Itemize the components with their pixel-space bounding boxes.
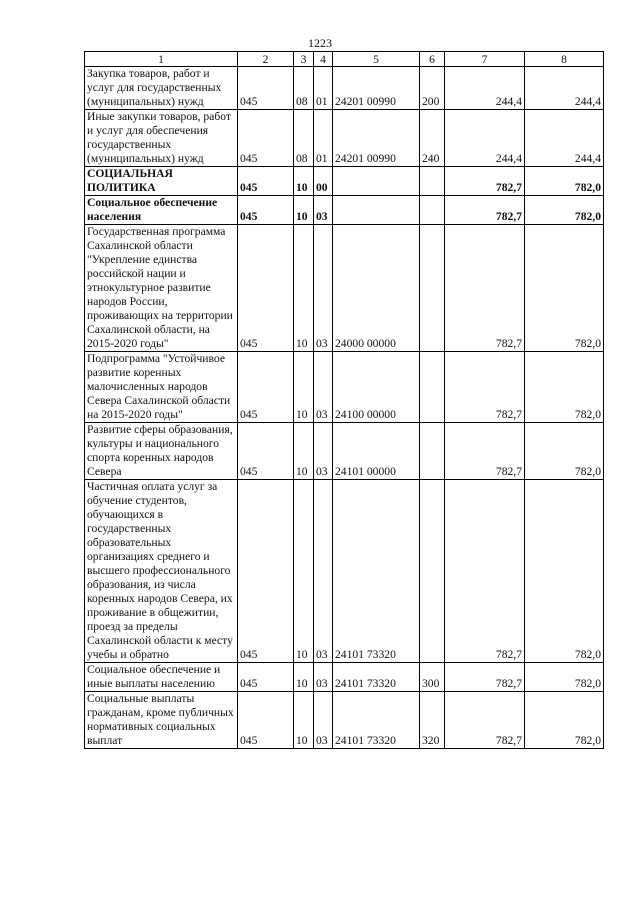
column-header: 3 (294, 52, 314, 67)
section-code-cell: 10 (294, 423, 314, 480)
amount-2019-cell: 782,7 (445, 480, 525, 663)
table-row (85, 196, 604, 225)
row-name-cell: Закупка товаров, работ и услуг для государственных (муниципальных) нужд (85, 67, 238, 110)
amount-2020-cell: 782,0 (525, 225, 604, 352)
section-code-cell: 08 (294, 110, 314, 167)
grbs-code-cell: 045 (238, 692, 294, 749)
grbs-code-cell: 045 (238, 196, 294, 225)
column-header: 8 (525, 52, 604, 67)
row-name-cell: Иные закупки товаров, работ и услуг для обеспечения государственных (муниципальных) нужд (85, 110, 238, 167)
table-row (85, 225, 604, 352)
section-code-cell: 10 (294, 352, 314, 423)
table-row (85, 663, 604, 692)
amount-2020-cell: 244,4 (525, 110, 604, 167)
expense-type-cell: 320 (420, 692, 445, 749)
section-code-cell: 10 (294, 663, 314, 692)
amount-2019-cell: 244,4 (445, 110, 525, 167)
amount-2020-cell: 782,0 (525, 663, 604, 692)
row-name-cell: Государственная программа Сахалинской области "Укрепление единства российской нации и этнокультурное развитие народов России, проживающих на территории Сахалинской области, на 2015-2020 годы" (85, 225, 238, 352)
grbs-code-cell: 045 (238, 423, 294, 480)
row-name-cell: Развитие сферы образования, культуры и национального спорта коренных народов Севера (85, 423, 238, 480)
expense-type-cell (420, 167, 445, 196)
section-code-cell: 08 (294, 67, 314, 110)
column-header: 4 (314, 52, 333, 67)
column-header: 7 (445, 52, 525, 67)
expense-type-cell: 200 (420, 67, 445, 110)
amount-2019-cell: 782,7 (445, 663, 525, 692)
table-row (85, 692, 604, 749)
header-row (85, 52, 604, 67)
grbs-code-cell: 045 (238, 225, 294, 352)
row-name-cell: Социальные выплаты гражданам, кроме публичных нормативных социальных выплат (85, 692, 238, 749)
row-name-cell: Социальное обеспечение и иные выплаты населению (85, 663, 238, 692)
amount-2019-cell: 782,7 (445, 423, 525, 480)
target-article-cell (333, 196, 420, 225)
table-row (85, 352, 604, 423)
subsection-code-cell: 03 (314, 480, 333, 663)
amount-2020-cell: 782,0 (525, 167, 604, 196)
table-row (85, 423, 604, 480)
amount-2019-cell: 782,7 (445, 225, 525, 352)
expense-type-cell: 300 (420, 663, 445, 692)
subsection-code-cell: 03 (314, 196, 333, 225)
target-article-cell: 24101 73320 (333, 663, 420, 692)
amount-2020-cell: 782,0 (525, 480, 604, 663)
grbs-code-cell: 045 (238, 352, 294, 423)
expense-type-cell (420, 196, 445, 225)
target-article-cell: 24201 00990 (333, 67, 420, 110)
subsection-code-cell: 03 (314, 692, 333, 749)
target-article-cell: 24101 73320 (333, 480, 420, 663)
section-code-cell: 10 (294, 480, 314, 663)
target-article-cell: 24201 00990 (333, 110, 420, 167)
grbs-code-cell: 045 (238, 480, 294, 663)
table-row (85, 110, 604, 167)
row-name-cell: Частичная оплата услуг за обучение студентов, обучающихся в государственных образовательных организациях среднего и высшего профессионального образования, из числа коренных народов Севера, их проживание в общежитии, проезд за пределы Сахалинской области к месту учебы и обратно (85, 480, 238, 663)
section-code-cell: 10 (294, 167, 314, 196)
table-row (85, 67, 604, 110)
grbs-code-cell: 045 (238, 67, 294, 110)
amount-2019-cell: 782,7 (445, 167, 525, 196)
amount-2020-cell: 782,0 (525, 196, 604, 225)
budget-table (84, 51, 604, 749)
amount-2019-cell: 782,7 (445, 352, 525, 423)
target-article-cell: 24100 00000 (333, 352, 420, 423)
section-code-cell: 10 (294, 196, 314, 225)
subsection-code-cell: 03 (314, 663, 333, 692)
amount-2019-cell: 782,7 (445, 692, 525, 749)
column-header: 6 (420, 52, 445, 67)
amount-2020-cell: 782,0 (525, 352, 604, 423)
row-name-cell: Подпрограмма "Устойчивое развитие коренных малочисленных народов Севера Сахалинской области на 2015-2020 годы" (85, 352, 238, 423)
section-code-cell: 10 (294, 692, 314, 749)
subsection-code-cell: 00 (314, 167, 333, 196)
expense-type-cell (420, 480, 445, 663)
amount-2020-cell: 244,4 (525, 67, 604, 110)
column-header: 1 (85, 52, 238, 67)
amount-2020-cell: 782,0 (525, 423, 604, 480)
expense-type-cell (420, 352, 445, 423)
table-row (85, 480, 604, 663)
target-article-cell (333, 167, 420, 196)
table-body (85, 67, 604, 749)
subsection-code-cell: 01 (314, 110, 333, 167)
grbs-code-cell: 045 (238, 663, 294, 692)
subsection-code-cell: 03 (314, 423, 333, 480)
subsection-code-cell: 03 (314, 225, 333, 352)
row-name-cell: Социальное обеспечение населения (85, 196, 238, 225)
column-header: 5 (333, 52, 420, 67)
page-number: 1223 (308, 36, 332, 50)
amount-2020-cell: 782,0 (525, 692, 604, 749)
subsection-code-cell: 01 (314, 67, 333, 110)
target-article-cell: 24000 00000 (333, 225, 420, 352)
column-header: 2 (238, 52, 294, 67)
expense-type-cell (420, 225, 445, 352)
section-code-cell: 10 (294, 225, 314, 352)
row-name-cell: СОЦИАЛЬНАЯ ПОЛИТИКА (85, 167, 238, 196)
expense-type-cell: 240 (420, 110, 445, 167)
expense-type-cell (420, 423, 445, 480)
target-article-cell: 24101 00000 (333, 423, 420, 480)
amount-2019-cell: 782,7 (445, 196, 525, 225)
subsection-code-cell: 03 (314, 352, 333, 423)
grbs-code-cell: 045 (238, 167, 294, 196)
grbs-code-cell: 045 (238, 110, 294, 167)
amount-2019-cell: 244,4 (445, 67, 525, 110)
table-row (85, 167, 604, 196)
target-article-cell: 24101 73320 (333, 692, 420, 749)
